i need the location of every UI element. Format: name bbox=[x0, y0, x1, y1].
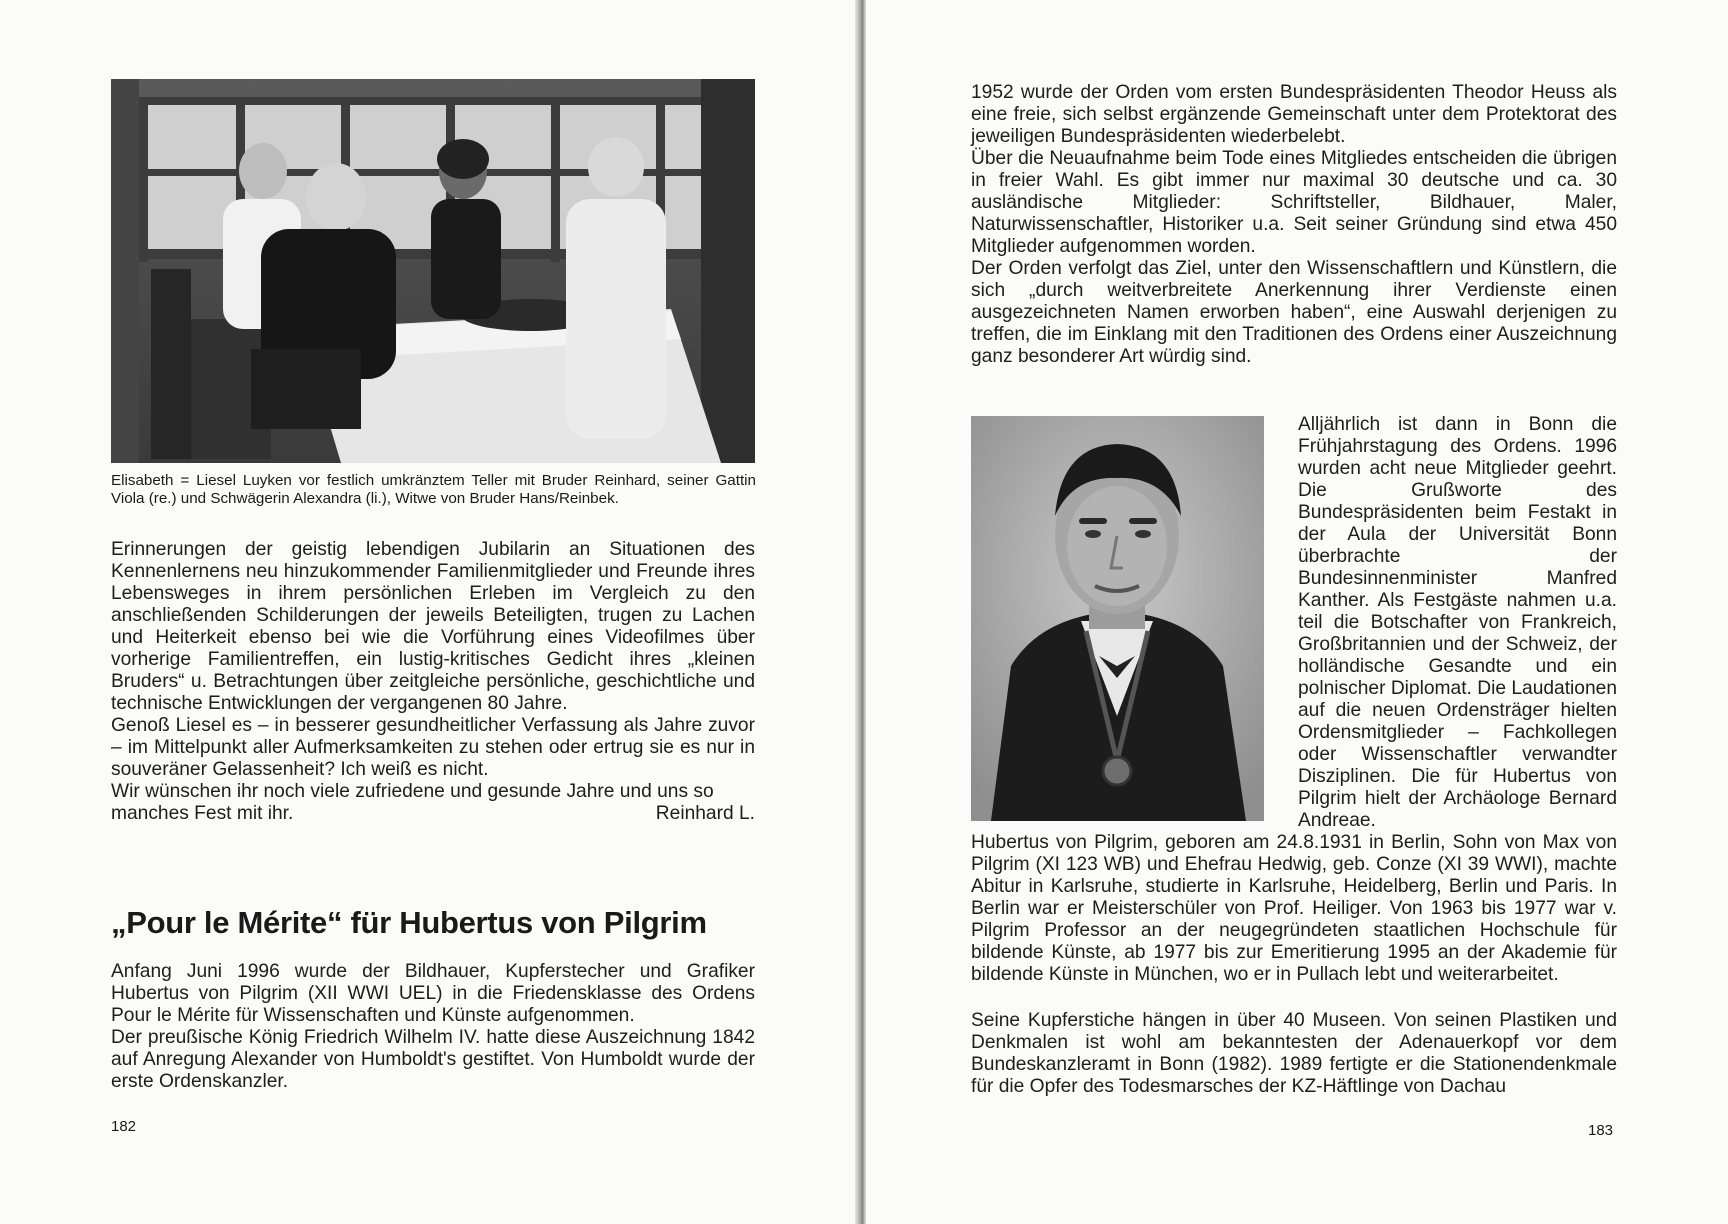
right-paragraph-5: Hubertus von Pilgrim, geboren am 24.8.1931 in Berlin, Sohn von Max von Pilgrim (XI 123 WB) und Ehefrau Hedwig, geb. Conze (XI 39 WWI), machte Abitur in Karlsruhe, studierte in Karlsruhe, Heidelberg, Berlin und Paris. In Berlin war er Meisterschüler von Prof. Heiliger. Von 1963 bis 1977 war v. Pilgrim Professor an der neugegründeten staatlichen Hochschule für bildende Künste, ab 1977 bis zur Emeritierung 1995 an der Akademie für bildende Künste in München, wo er in Pullach lebt und weiterarbeitet. bbox=[971, 832, 1617, 985]
left-paragraph-3 bbox=[111, 781, 755, 825]
left-paragraph-5: Der preußische König Friedrich Wilhelm IV. hatte diese Auszeichnung 1842 auf Anregung Alexander von Humboldt's gestiftet. Von Humboldt wurde der erste Ordenskanzler. bbox=[111, 1027, 755, 1092]
right-paragraph-6: Seine Kupferstiche hängen in über 40 Museen. Von seinen Plastiken und Denkmalen ist wohl am bekanntesten der Adenauerkopf vor dem Bundeskanzleramt in Bonn (1982). 1989 fertigte er die Stationendenkmale für die Opfer des Todesmarsches der KZ-Häftlinge von Dachau bbox=[971, 1010, 1617, 1097]
left-paragraph-3-text: Wir wünschen ihr noch viele zufriedene und gesunde Jahre und uns so manches Fest mit ihr. bbox=[111, 781, 714, 824]
page-number-left: 182 bbox=[111, 1118, 137, 1135]
left-paragraph-4: Anfang Juni 1996 wurde der Bildhauer, Kupferstecher und Grafiker Hubertus von Pilgrim (XII WWI UEL) in die Friedensklasse des Ordens Pour le Mérite für Wissenschaften und Künste aufgenommen. bbox=[111, 961, 755, 1026]
right-paragraph-3: Der Orden verfolgt das Ziel, unter den Wissenschaftlern und Künstlern, die sich „durch weitverbreitete Anerkennung ihrer Verdienste einen ausgezeichneten Namen erworben haben“, eine Auswahl derjenigen zu treffen, die im Einklang mit den Traditionen des Ordens einer Auszeichnung ganz besonderer Art würdig sind. bbox=[971, 258, 1617, 367]
left-paragraph-2: Genoß Liesel es – in besserer gesundheitlicher Verfassung als Jahre zuvor – im Mittelpunkt aller Aufmerksamkeiten zu stehen oder ertrug sie es nur in souveräner Gelassenheit? Ich weiß es nicht. bbox=[111, 715, 755, 780]
signature: Reinhard L. bbox=[655, 803, 755, 824]
right-paragraph-4: Alljährlich ist dann in Bonn die Frühjahrstagung des Ordens. 1996 wurden acht neue Mitglieder geehrt. Die Grußworte des Bundespräsidenten beim Festakt in der Aula der Universität Bonn überbrachte der Bundesinnenminister Manfred Kanther. Als Festgäste nahmen u.a. teil die Botschafter von Frankreich, Großbritannien und der Schweiz, der holländische Gesandte und ein polnischer Diplomat. Die Laudationen auf die neuen Ordensträger hielten Ordensmitglieder – Fachkollegen oder Wissenschaftler verwandter Disziplinen. Die für Hubertus von Pilgrim hielt der Archäologe Bernard Andreae. bbox=[1298, 414, 1617, 831]
left-paragraph-1: Erinnerungen der geistig lebendigen Jubilarin an Situationen des Kennenlernens neu hinzukommender Familienmitglieder und Freunde ihres Lebensweges in ihrem persönlichen Erleben im Vergleich zu den anschließenden Schilderungen der jeweils Beteiligten, trugen zu Lachen und Heiterkeit ebenso bei wie die Vorführung eines Videofilmes über vorherige Familientreffen, ein lustig-kritisches Gedicht ihres „kleinen Bruders“ u. Betrachtungen über zeitgleiche persönliche, geschichtliche und technische Entwicklungen der vergangenen 80 Jahre. bbox=[111, 539, 755, 714]
family-dinner-photo bbox=[111, 79, 755, 463]
right-paragraph-1: 1952 wurde der Orden vom ersten Bundespräsidenten Theodor Heuss als eine freie, sich selbst ergänzende Gemeinschaft unter dem Protektorat des jeweiligen Bundespräsidenten wiederbelebt. bbox=[971, 82, 1617, 147]
right-page bbox=[866, 0, 1728, 1224]
portrait-photo-illustration bbox=[971, 416, 1264, 821]
article-heading: „Pour le Mérite“ für Hubertus von Pilgrim bbox=[111, 905, 707, 940]
portrait-photo bbox=[971, 416, 1264, 821]
left-page bbox=[0, 0, 858, 1224]
right-paragraph-2: Über die Neuaufnahme beim Tode eines Mitgliedes entscheiden die übrigen in freier Wahl. Es gibt immer nur maximal 30 deutsche und ca. 30 ausländische Mitglieder: Schriftsteller, Bildhauer, Maler, Naturwissenschaftler, Historiker u.a. Seit seiner Gründung sind etwa 450 Mitglieder aufgenommen worden. bbox=[971, 148, 1617, 257]
family-dinner-photo-illustration bbox=[111, 79, 755, 463]
photo-caption: Elisabeth = Liesel Luyken vor festlich umkränztem Teller mit Bruder Reinhard, seiner Gattin Viola (re.) und Schwägerin Alexandra (li.), Witwe von Bruder Hans/Reinbek. bbox=[111, 472, 756, 507]
page-number-right: 183 bbox=[1588, 1122, 1614, 1139]
